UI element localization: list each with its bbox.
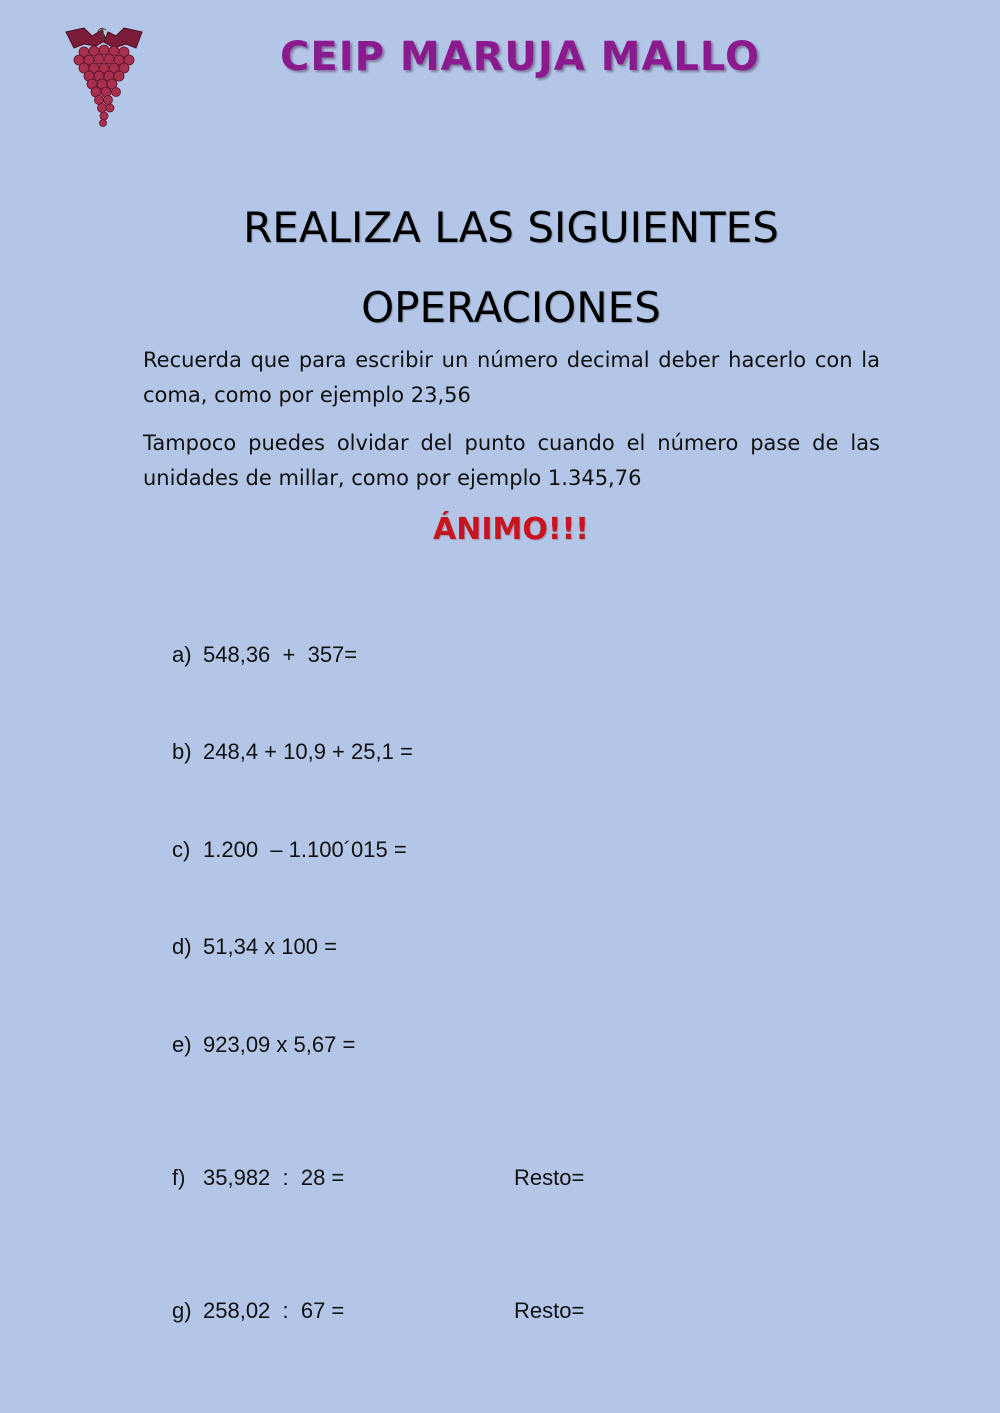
- exercise-expression: 548,36 + 357=: [203, 642, 358, 667]
- exercise-letter: d): [172, 934, 192, 959]
- exercise-letter: f): [172, 1165, 186, 1190]
- encouragement-text: ÁNIMO!!!: [433, 512, 589, 547]
- exercise-c: [172, 837, 407, 863]
- exercise-expression: 248,4 + 10,9 + 25,1 =: [203, 739, 413, 764]
- exercise-expression: 258,02 : 67 =: [203, 1298, 345, 1323]
- instruction-paragraph: Recuerda que para escribir un número decimal deber hacerlo con la coma, como por ejemplo 23,56: [143, 348, 880, 407]
- page-title: [22, 188, 1000, 348]
- remainder-label-f: Resto=: [514, 1165, 585, 1190]
- page-title-line-1: REALIZA LAS SIGUIENTES: [243, 203, 779, 252]
- instruction-paragraph: Tampoco puedes olvidar del punto cuando el número pase de las unidades de millar, como por ejemplo 1.345,76: [143, 431, 880, 490]
- instructions: [143, 343, 880, 509]
- exercise-letter: g): [172, 1298, 192, 1323]
- exercise-expression: 1.200 – 1.100´015 =: [203, 837, 407, 862]
- exercise-e: [172, 1032, 355, 1058]
- remainder-label-g: Resto=: [514, 1298, 585, 1323]
- exercise-expression: 51,34 x 100 =: [203, 934, 337, 959]
- exercise-letter: e): [172, 1032, 192, 1057]
- exercise-expression: 923,09 x 5,67 =: [203, 1032, 356, 1057]
- exercise-d: [172, 934, 337, 960]
- exercise-expression: 35,982 : 28 =: [203, 1165, 345, 1190]
- exercise-letter: c): [172, 837, 191, 862]
- exercise-letter: b): [172, 739, 192, 764]
- exercise-a: [172, 642, 357, 668]
- exercise-f: [172, 1165, 344, 1191]
- page-title-line-2: OPERACIONES: [361, 283, 661, 332]
- exercise-letter: a): [172, 642, 192, 667]
- exercise-b: [172, 739, 413, 765]
- school-name: CEIP MARUJA MALLO: [280, 34, 760, 80]
- exercise-g: [172, 1298, 344, 1324]
